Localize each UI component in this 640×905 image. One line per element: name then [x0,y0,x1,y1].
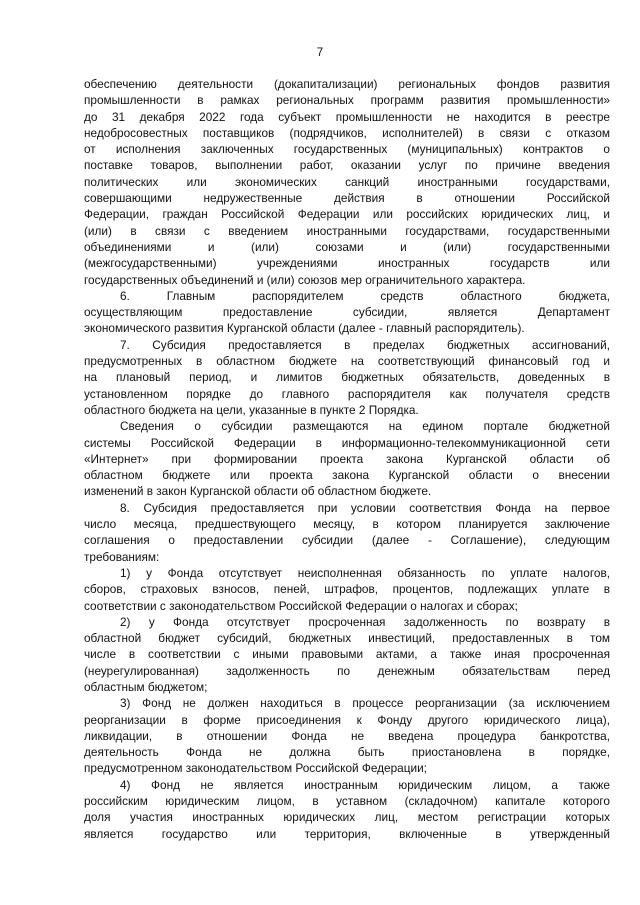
text-line: Сведения о субсидии размещаются на едином портале бюджетной [120,419,610,434]
text-line: 2) у Фонда отсутствует просроченная задолженность по возврату в [120,614,610,629]
text-line: доля участия иностранных юридических лиц, местом регистрации которых [84,810,610,825]
text-line: областном бюджете или проекта закона Курганской области о внесении [84,468,610,483]
text-line: государственных объединений и (или) союзов мер ограничительного характера. [84,272,526,287]
text-line: обеспечению деятельности (докапитализации) региональных фондов развития [84,77,610,91]
text-line: «Интернет» при формировании проекта закона Курганской области об [84,451,610,466]
text-line: числе в соответствии с иными правовыми актами, а также иная просроченная [84,647,610,662]
text-line: 8. Субсидия предоставляется при условии соответствия Фонда на первое [120,500,610,515]
text-line: ликвидации, в отношении Фонда не введена процедура банкротства, [84,728,610,743]
text-line: (неурегулированная) задолженность по денежным обязательствам перед [84,663,610,678]
text-line: требованиям: [84,549,160,564]
text-line: от исполнения заключенных государственных (муниципальных) контрактов о [84,142,610,157]
text-line: предусмотренных в областном бюджете на соответствующий финансовый год и [84,354,610,369]
text-line: областного бюджета на цели, указанные в пункте 2 Порядка. [84,402,419,417]
page-number: 7 [316,47,324,59]
text-line: на плановый период, и лимитов бюджетных обязательств, доведенных в [84,370,610,385]
text-line: реорганизации в форме присоединения к Фонду другого юридического лица), [84,712,610,727]
text-line: 1) у Фонда отсутствует неисполненная обязанность по уплате налогов, [120,565,610,580]
text-line: областным бюджетом; [84,679,208,694]
text-line: 6. Главным распорядителем средств областного бюджета, [120,288,610,303]
text-line: экономического развития Курганской области (далее - главный распорядитель). [84,321,525,336]
text-line: осуществляющим предоставление субсидии, является Департамент [84,305,610,320]
text-line: (или) в связи с введением иностранными государствами, государственными [84,223,610,238]
text-line: 3) Фонд не должен находиться в процессе реорганизации (за исключением [120,696,610,711]
text-line: промышленности в рамках региональных программ развития промышленности» [84,93,610,108]
text-line: сборов, страховых взносов, пеней, штрафов, процентов, подлежащих уплате в [84,582,610,597]
document-body [84,76,610,842]
text-line: недобросовестных поставщиков (подрядчиков, исполнителей) в связи с отказом [84,125,610,140]
text-line: установленном порядке до главного распорядителя как получателя средств [84,386,610,401]
text-line: 4) Фонд не является иностранным юридическим лицом, а также [120,777,610,792]
text-line: предусмотренном законодательством Российской Федерации; [84,761,427,776]
text-line: соглашения о предоставлении субсидии (далее - Соглашение), следующим [84,533,610,548]
text-line: Федерации, граждан Российской Федерации или российских юридических лиц, и [84,207,610,222]
text-line: российским юридическим лицом, в уставном (складочном) капитале которого [84,794,610,809]
text-line: изменений в закон Курганской области об областном бюджете. [84,484,432,499]
text-line: до 31 декабря 2022 года субъект промышленности не находится в реестре [84,109,610,124]
text-line: 7. Субсидия предоставляется в пределах бюджетных ассигнований, [120,337,610,352]
text-line: деятельность Фонда не должна быть приостановлена в порядке, [84,745,610,760]
text-line: политических или экономических санкций иностранными государствами, [84,174,610,189]
text-line: областной бюджет субсидий, бюджетных инвестиций, предоставленных в том [84,631,610,646]
text-line: является государство или территория, включенные в утвержденный [84,826,610,841]
text-line: число месяца, предшествующего месяцу, в котором планируется заключение [84,517,610,532]
text-line: совершающими недружественные действия в отношении Российской [84,191,610,206]
text-line: объединениями и (или) союзами и (или) государственными [84,239,610,254]
text-line: (межгосударственными) учреждениями иностранных государств или [84,256,610,271]
text-line: системы Российской Федерации в информационно-телекоммуникационной сети [84,435,610,450]
text-line: соответствии с законодательством Российской Федерации о налогах и сборах; [84,598,518,613]
text-line: поставке товаров, выполнении работ, оказании услуг по причине введения [84,158,610,173]
